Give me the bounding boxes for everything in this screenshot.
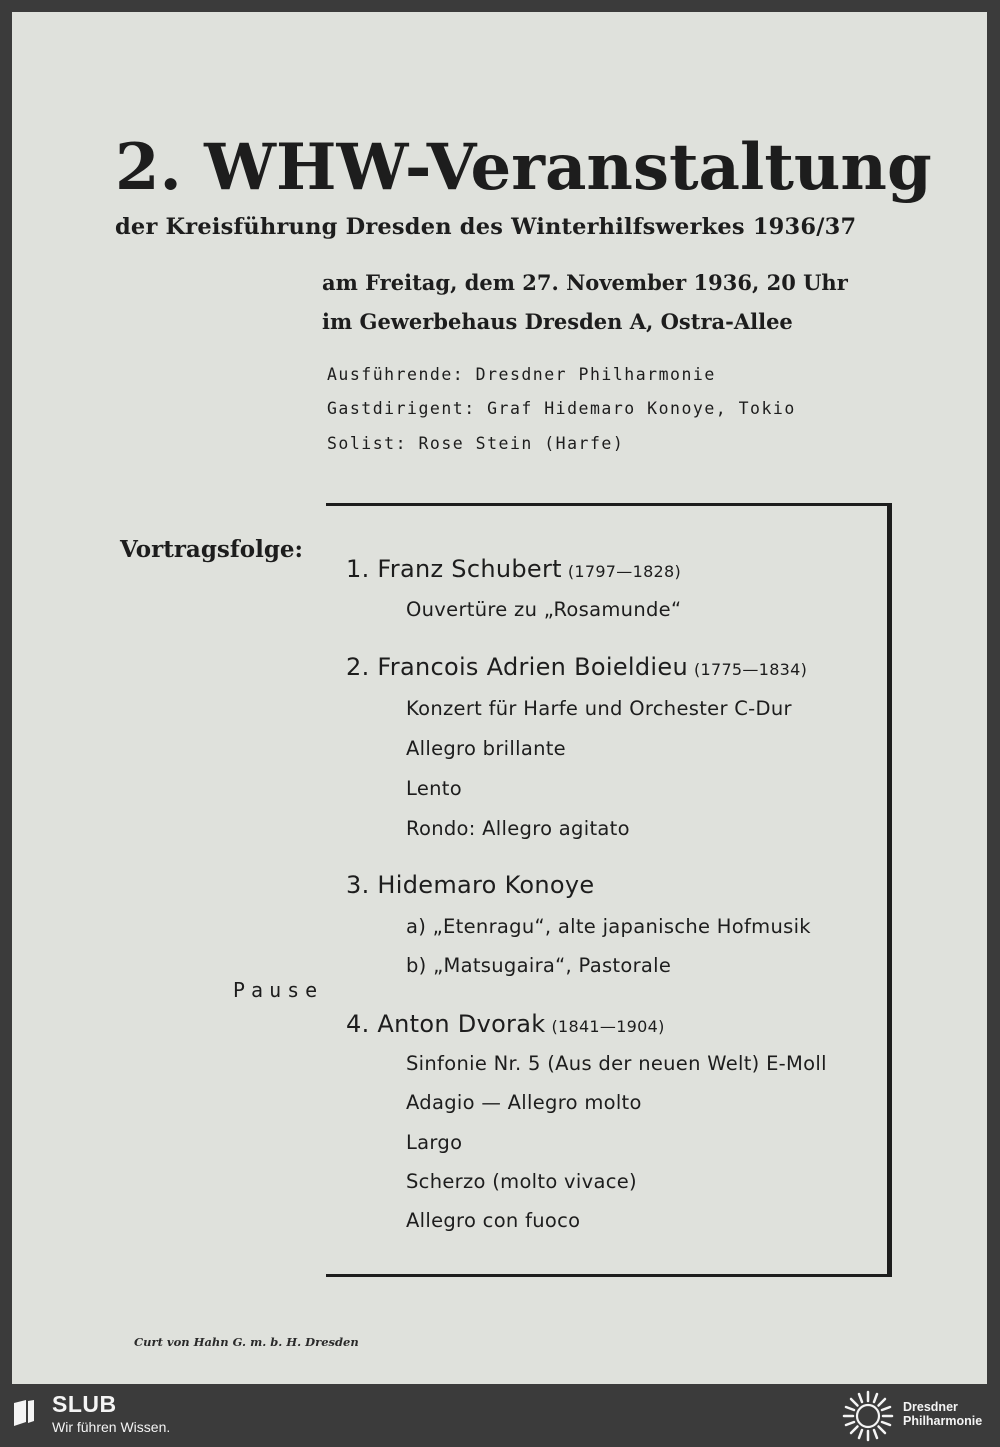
performer-conductor: Gastdirigent: Graf Hidemaro Konoye, Tokio <box>327 399 796 418</box>
program-heading: Vortragsfolge: <box>120 536 304 563</box>
composer-dates: (1797—1828) <box>567 562 682 581</box>
performer-orchestra: Ausführende: Dresdner Philharmonie <box>327 365 716 384</box>
event-venue: im Gewerbehaus Dresden A, Ostra-Allee <box>322 309 793 334</box>
composer-line <box>346 653 807 681</box>
printer-imprint: Curt von Hahn G. m. b. H. Dresden <box>134 1335 359 1349</box>
frame-top-rule <box>326 503 892 506</box>
performer-soloist: Solist: Rose Stein (Harfe) <box>327 434 625 453</box>
philharmonie-line2: Philharmonie <box>903 1414 983 1428</box>
frame-right-rule <box>887 503 892 1277</box>
work-line: Sinfonie Nr. 5 (Aus der neuen Welt) E-Moll <box>406 1052 827 1075</box>
work-line: Ouvertüre zu „Rosamunde“ <box>406 598 682 621</box>
composer-name: 3. Hidemaro Konoye <box>346 871 595 899</box>
work-line: Konzert für Harfe und Orchester C-Dur <box>406 697 792 720</box>
composer-name: 4. Anton Dvorak <box>346 1010 546 1038</box>
work-line: a) „Etenragu“, alte japanische Hofmusik <box>406 915 811 938</box>
work-line: Allegro brillante <box>406 737 566 760</box>
composer-dates: (1841—1904) <box>551 1017 665 1036</box>
slub-tagline: Wir führen Wissen. <box>52 1419 171 1435</box>
work-line: b) „Matsugaira“, Pastorale <box>406 954 672 977</box>
work-line: Rondo: Allegro agitato <box>406 817 630 840</box>
event-date: am Freitag, dem 27. November 1936, 20 Uhr <box>322 270 848 295</box>
event-subtitle: der Kreisführung Dresden des Winterhilfswerkes 1936/37 <box>115 214 857 240</box>
composer-dates: (1775—1834) <box>693 660 808 679</box>
footer-bar <box>0 1384 1000 1447</box>
work-line: Allegro con fuoco <box>406 1209 581 1232</box>
composer-name: 2. Francois Adrien Boieldieu <box>346 653 688 681</box>
frame-bottom-rule <box>326 1274 892 1277</box>
composer-name: 1. Franz Schubert <box>346 555 562 583</box>
work-line: Largo <box>406 1131 463 1154</box>
pause-label: Pause <box>233 978 324 1002</box>
philharmonie-logo-text <box>903 1400 982 1428</box>
slub-logo-icon <box>14 1400 34 1426</box>
work-line: Scherzo (molto vivace) <box>406 1170 637 1193</box>
philharmonie-line1: Dresdner <box>903 1400 958 1414</box>
slub-logo-text: SLUB <box>52 1391 117 1417</box>
work-line: Adagio — Allegro molto <box>406 1091 642 1114</box>
composer-line <box>346 555 681 583</box>
work-line: Lento <box>406 777 462 800</box>
composer-line <box>346 871 594 899</box>
composer-line <box>346 1010 665 1038</box>
philharmonie-sunburst-icon <box>842 1390 894 1442</box>
event-title: 2. WHW-Veranstaltung <box>115 130 932 205</box>
